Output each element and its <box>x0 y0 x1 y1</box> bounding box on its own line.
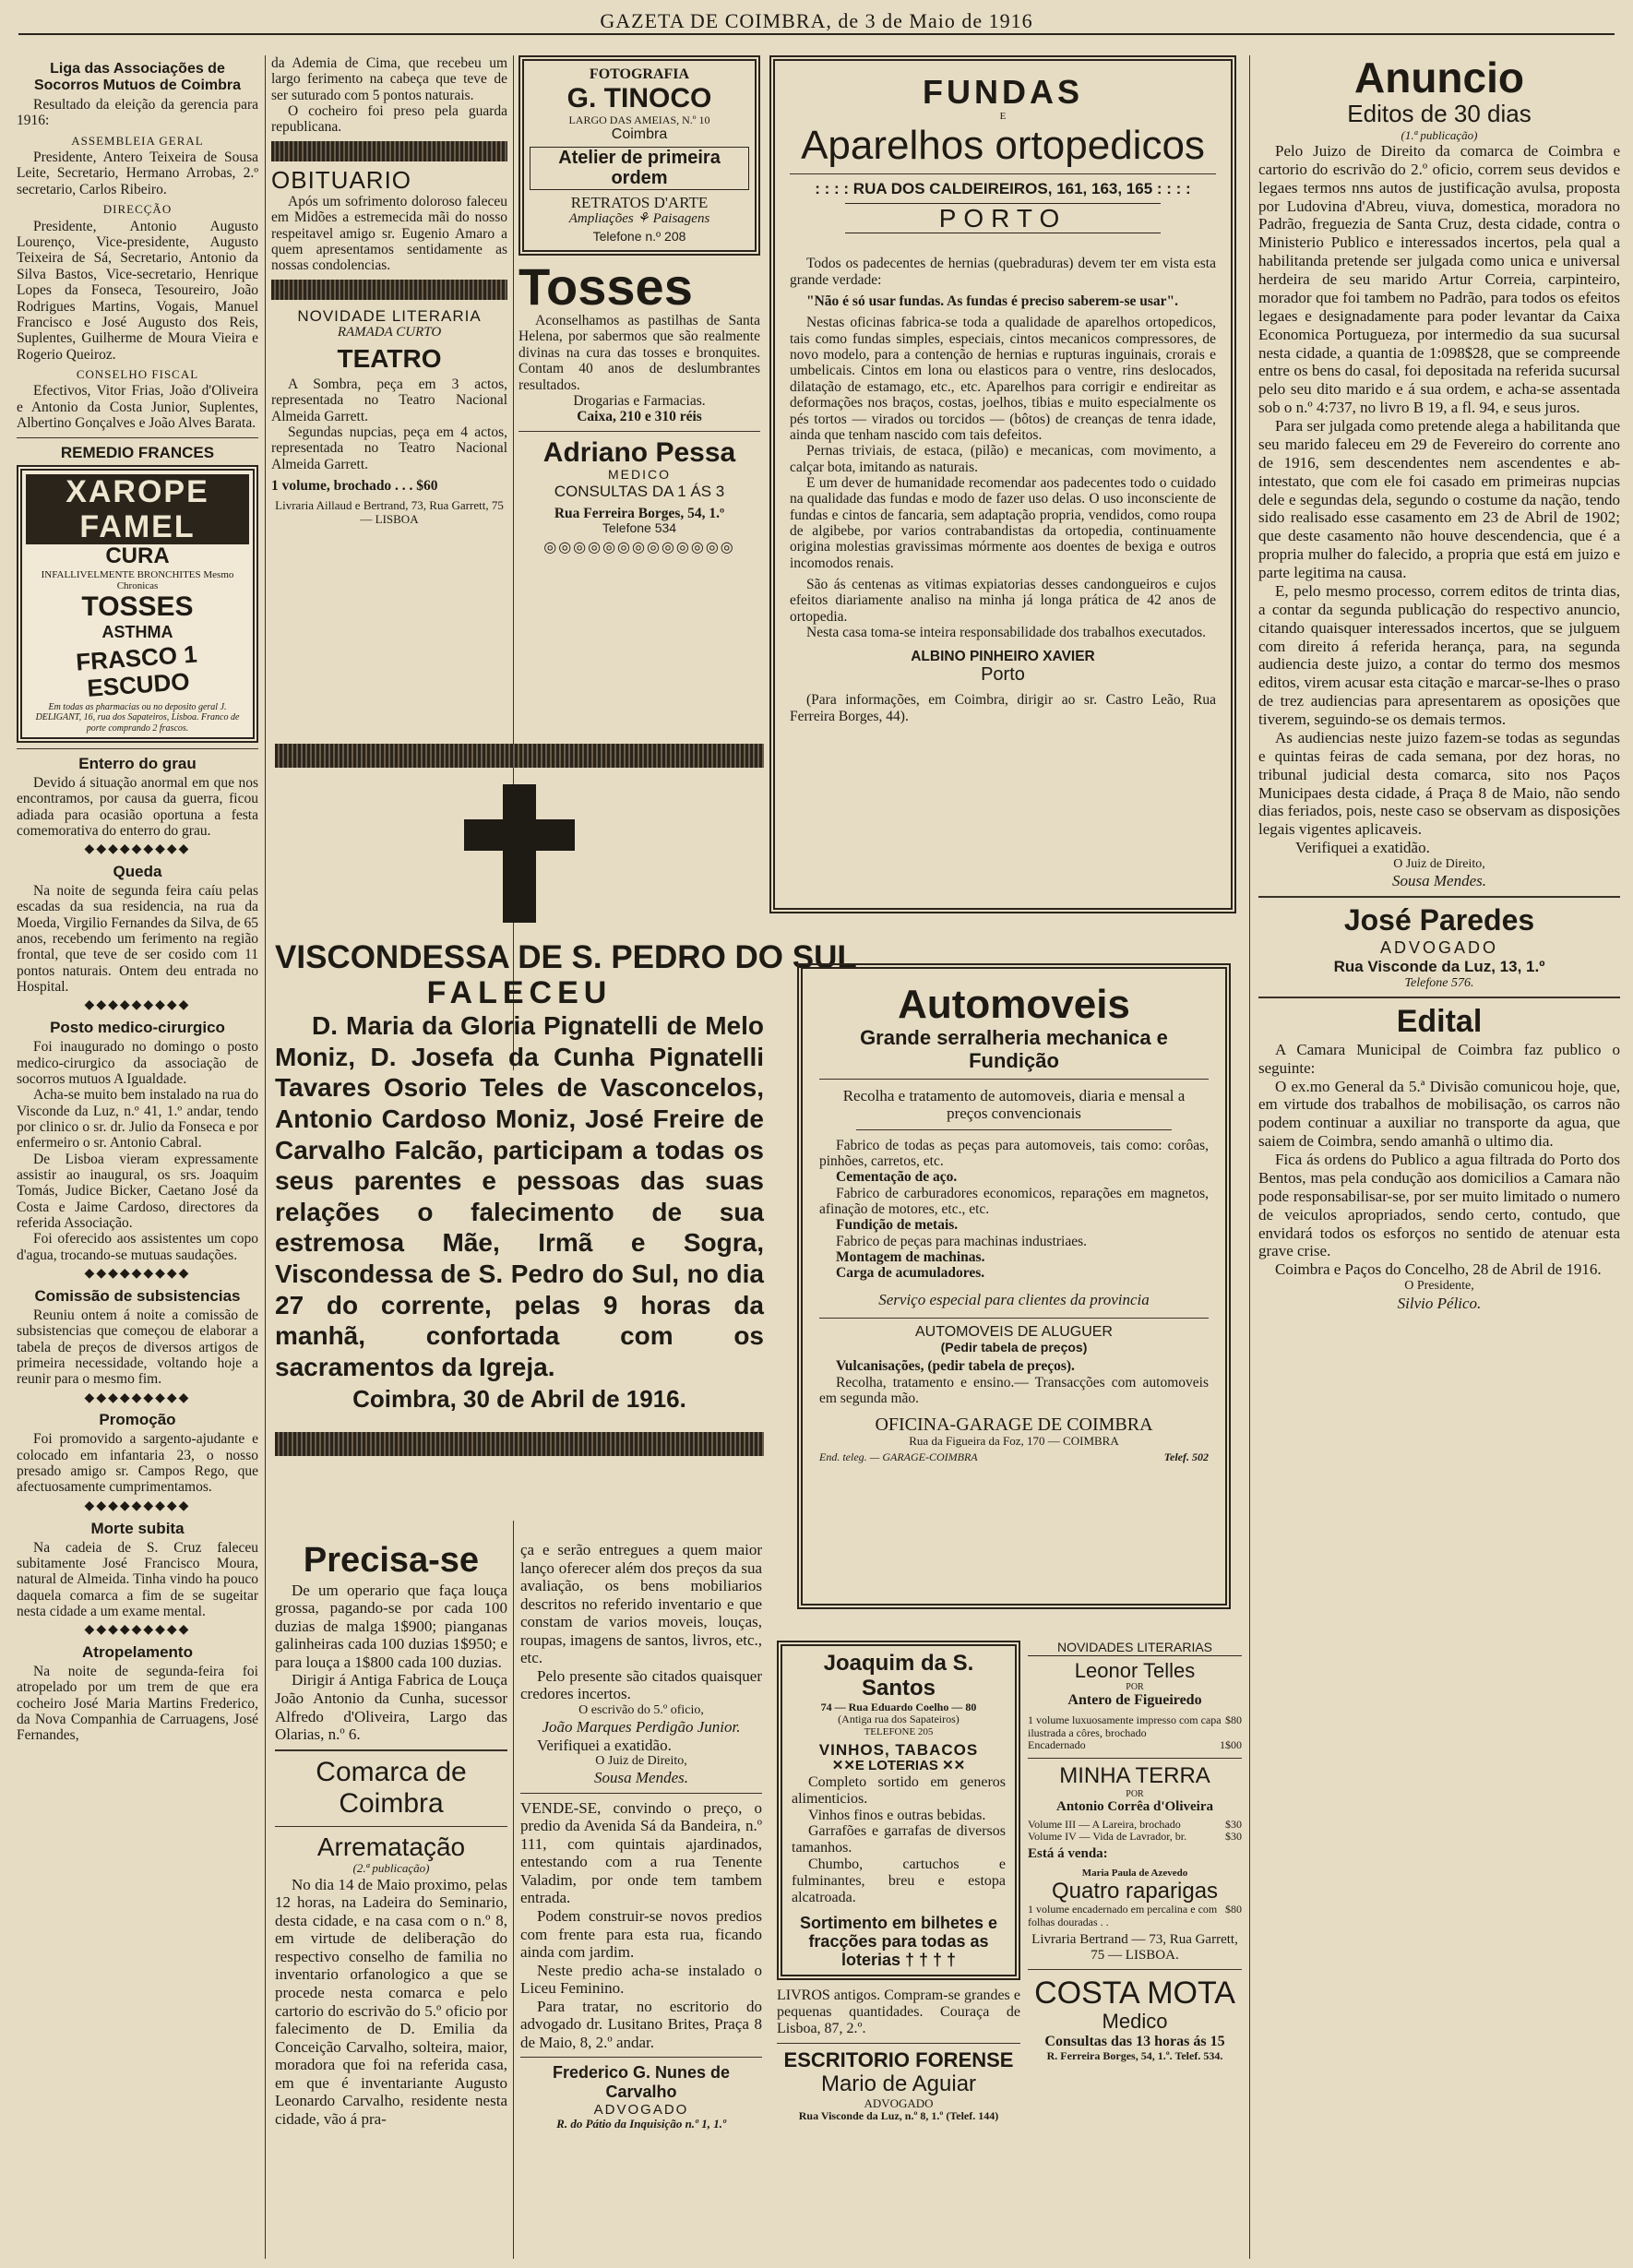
edital-p2: O ex.mo General da 5.ª Divisão comunicou hoje, que, em virtude dos trabalhos de mobilisação, os carros não podem continuar a auxiliar no transporte da agua, que saiem de Coimbra, sendo amanhã o ultimo dia. <box>1258 1077 1620 1151</box>
costa-addr: R. Ferreira Borges, 54, 1.º. Telef. 534. <box>1046 2048 1223 2062</box>
divider <box>520 2057 762 2058</box>
fundas-addr: : : : : RUA DOS CALDEIREIROS, 161, 163, 165 : : : : <box>815 179 1191 197</box>
comarca-cont-p1: ça e serão entregues a quem maior lanço oferecer além dos preços da sua avaliação, os bens mobiliarios descritos no referido inventario e que constam de varios moveis, louças, roupas, imagens de santos, livros, etc., etc. <box>520 1541 762 1667</box>
comarca-pub: (2.ª publicação) <box>352 1860 430 1875</box>
atropelamento-title: Atropelamento <box>82 1643 193 1662</box>
teatro-price: 1 volume, brochado . . . $60 <box>271 478 438 495</box>
teatro-foot: Livraria Aillaud e Bertrand, 73, Rua Garrett, 75 — LISBOA <box>275 498 504 526</box>
comarca-escrivao-name: João Marques Perdigão Junior. <box>542 1718 741 1737</box>
ornament: ◆◆◆◆◆◆◆◆◆ <box>84 842 191 857</box>
fundas-p6: São ás centenas as vitimas expiatorias desses candongueiros e cujos efeitos diariamente analiso na minha já longa prática de 42 anos de ortopedia. <box>790 577 1216 625</box>
automoveis-l5: Fabrico de peças para machinas industriaes. <box>836 1233 1088 1249</box>
ornamental-bar <box>271 280 507 300</box>
minha-terra-title: MINHA TERRA <box>1059 1762 1210 1788</box>
joaquim-name: Joaquim da S. Santos <box>823 1651 974 1701</box>
fundas-city: Porto <box>981 663 1025 685</box>
conselho-heading: CONSELHO FISCAL <box>76 366 199 381</box>
automoveis-title: Automoveis <box>898 982 1130 1027</box>
joaquim-addr: 74 — Rua Eduardo Coelho — 80 <box>820 1700 977 1713</box>
anuncio-p1: Pelo Juizo de Direito da comarca de Coimbra e cartorio do escrivão do 2.º oficio, correm seus devidos e legaes termos nns autos de justificação avulsa, proposta por Ludovina d'Abreu, viuva, domestica, moradora no Padrão, freguezia de Santa Cruz, desta cidade, contra o Ministerio Publico e interessados incertos, pela qual a habilitanda pretende ser julgada como unica e universal herdeira de seu marido Artur Correia, carpinteiro, morador que foi tambem no Padrão, para todos os efeitos legaes e designadamente para poder levantar da Caixa Economica Portugueza, por intermedio da sua sucursal nesta cidade, a quantia de 1:098$28, que se compreende entre os bens do casal, foi depositada na referida sucursal pelo seu dito marido e á sua ordem, e acha-se assentada sob o n.º 4:737, no livro B 19, a fl. 94, e seus juros. <box>1258 141 1620 417</box>
viscondessa-title: VISCONDESSA DE S. PEDRO DO SUL <box>275 939 857 975</box>
adriano-medico: MEDICO <box>608 467 671 483</box>
por-label: POR <box>1126 1682 1144 1693</box>
automoveis-tel: Telef. 502 <box>1163 1450 1209 1464</box>
edital-p4: Coimbra e Paços do Concelho, 28 de Abril de 1916. <box>1275 1260 1602 1279</box>
divider <box>777 2043 1020 2044</box>
anuncio-juiz-name: Sousa Mendes. <box>1392 872 1486 890</box>
assembleia-text: Presidente, Antero Teixeira de Sousa Leite, Secretario, Hermano Arrobas, 2.º secretario, Carlos Ribeiro. <box>17 149 258 197</box>
comarca-escrivao: O escrivão do 5.º oficio, <box>578 1702 704 1717</box>
edital-p1: A Camara Municipal de Coimbra faz publico o seguinte: <box>1258 1040 1620 1077</box>
liga-title: Liga das Associações de Socorros Mutuos de Coimbra <box>33 61 242 93</box>
tinoco-city: Coimbra <box>611 125 668 142</box>
automoveis-l7: Carga de acumuladores. <box>836 1265 985 1282</box>
comarca-p1: No dia 14 de Maio proximo, pelas 12 horas, na Ladeira do Seminario, desta cidade, e na casa com o n.º 8, em virtude de deliberação do respectivo conselho de familia no inventario orfanologico a que se procede nesta comarca e pelo cartorio do escrivão do 5.º oficio por falecimento de D. Emilia da Conceição Carvalho, solteira, maior, moradora que foi na referida casa, em que é inventariante Augusto Leonardo Carvalho, residente nesta cidade, vão á pra- <box>275 1875 507 2128</box>
obituario-text: Após um sofrimento doloroso faleceu em Midões a estremecida mãi do nosso respeitavel amigo sr. Eugenio Amaro a quem apresentamos sentidamente as nossas condolencias. <box>271 193 507 274</box>
automoveis-oficina-addr: Rua da Figueira da Foz, 170 — COIMBRA <box>909 1433 1119 1448</box>
xarope-foot: Em todas as pharmacias ou no deposito geral J. DELIGANT, 16, rua dos Sapateiros, Lisboa. Franco de porte comprando 2 frascos. <box>35 702 240 734</box>
tinoco-ad <box>519 55 760 256</box>
joaquim-vinhos: VINHOS, TABACOS <box>818 1740 979 1759</box>
escritorio-title: ESCRITORIO FORENSE <box>783 2048 1014 2072</box>
vol3: Volume III — A Lareira, brochado <box>1028 1817 1181 1831</box>
divider <box>520 1793 762 1794</box>
vol3-row <box>1028 1819 1242 1831</box>
adriano-addr: Rua Ferreira Borges, 54, 1.º <box>554 505 725 521</box>
comarca-arrem: Arrematação <box>316 1832 466 1861</box>
quatro-vol: 1 volume encadernado em percalina e com folhas douradas . . <box>1028 1903 1218 1928</box>
fundas-p2: "Não é só usar fundas. As fundas é preciso saberem-se usar". <box>806 293 1179 309</box>
automoveis-ad <box>797 963 1231 1609</box>
fundas-sign: ALBINO PINHEIRO XAVIER <box>911 648 1095 664</box>
fundas-title: FUNDAS <box>923 73 1083 111</box>
automoveis-oficina: OFICINA-GARAGE DE COIMBRA <box>875 1414 1153 1435</box>
escritorio-name: Mario de Aguiar <box>820 2071 977 2096</box>
automoveis-l1: Fabrico de todas as peças para automoveis, tais como: corôas, pinhões, carretos, etc. <box>819 1137 1209 1169</box>
foto-label: FOTOGRAFIA <box>589 66 690 82</box>
paredes-role: ADVOGADO <box>1379 937 1499 957</box>
fundas-info: (Para informações, em Coimbra, dirigir ao sr. Castro Leão, Rua Ferreira Borges, 44). <box>790 692 1216 724</box>
column-1 <box>17 55 258 1744</box>
tosses-text: Aconselhamos as pastilhas de Santa Helena, por sabermos que são realmente divinas na cura das tosses e bronquites. Contam 40 anos de deslumbrantes resultados. <box>519 313 760 393</box>
tinoco-addr: LARGO DAS AMEIAS, N.º 10 <box>568 113 710 126</box>
automoveis-subtitle: Grande serralheria mechanica e Fundição <box>860 1026 1168 1072</box>
tinoco-name: G. TINOCO <box>566 82 712 113</box>
vol3-price: $30 <box>1225 1817 1242 1831</box>
column-3 <box>519 55 760 560</box>
automoveis-vulc: Vulcanisações, (pedir tabela de preços). <box>836 1358 1075 1375</box>
promocao-title: Promoção <box>99 1411 176 1429</box>
divider <box>17 437 258 438</box>
novidades-ad <box>1028 1641 1242 2062</box>
retratos: RETRATOS D'ARTE <box>570 193 709 211</box>
posto-text-2: Acha-se muito bem instalado na rua do Visconde da Luz, n.º 41, 1.º andar, tendo por clinico o sr. dr. Julio da Fonseca e por enfermeiro o sr. Antonio Cabral. <box>17 1087 258 1152</box>
divider <box>1258 896 1620 898</box>
vende-text: VENDE-SE, convindo o preço, o predio da Avenida Sá da Bandeira, n.º 111, com quintais ajardinados, entestando com a rua Tenente Valadim, por onde tem tambem entrada. <box>520 1798 762 1907</box>
paredes-addr: Rua Visconde da Luz, 13, 1.º <box>1333 957 1545 975</box>
divider <box>790 173 1216 174</box>
comarca-cont-column <box>520 1541 762 2131</box>
fundas-box <box>769 55 1236 913</box>
escritorio-addr: Rua Visconde da Luz, n.º 8, 1.º (Telef. 144) <box>798 2109 999 2123</box>
morte-title: Morte subita <box>90 1519 185 1537</box>
livros-text: LIVROS antigos. Compram-se grandes e pequenas quantidades. Couraça de Lisboa, 87, 2.º. <box>777 1987 1020 2037</box>
precisa-title: Precisa-se <box>303 1541 480 1580</box>
enterro-text: Devido á situação anormal em que nos encontramos, por causa da guerra, ficou adiada para ocasião oportuna a festa comemorativa do enterro do grau. <box>17 774 258 839</box>
column-rule <box>265 55 266 2259</box>
joaquim-box <box>777 1641 1020 1980</box>
teatro-a: A Sombra, peça em 3 actos, representada no Teatro Nacional Almeida Garrett. <box>271 376 507 424</box>
leonor-enc: Encadernado <box>1028 1738 1086 1752</box>
promocao-text: Foi promovido a sargento-ajudante e colocado em infantaria 23, o nosso presado amigo sr. Campos Rego, que afectuosamente cumprimentamos. <box>17 1431 258 1496</box>
queda-text: Na noite de segunda feira caíu pelas escadas da sua residencia, na rua da Moeda, Virgilio Fernandes da Silva, de 65 anos, recebendo um ferimento na região frontal, que teve de ser cosido com 11 pontos naturais. Ontem deu entrada no Hospital. <box>17 882 258 996</box>
livraria: Livraria Bertrand — 73, Rua Garrett, 75 — LISBOA. <box>1031 1932 1238 1964</box>
comarca-juiz-name: Sousa Mendes. <box>594 1769 688 1787</box>
ornament: ◆◆◆◆◆◆◆◆◆ <box>84 998 191 1013</box>
ornament: ◎◎◎◎◎◎◎◎◎◎◎◎◎ <box>543 539 735 555</box>
divider <box>1028 1758 1242 1759</box>
automoveis-l4: Fundição de metais. <box>836 1217 959 1234</box>
drogarias: Drogarias e Farmacias. <box>573 392 706 409</box>
xarope-tosses: TOSSES <box>81 591 194 623</box>
atropelamento-cont: da Ademia de Cima, que recebeu um largo ferimento na cabeça que teve de ser suturado com 5 pontos naturais. <box>271 55 507 103</box>
ornamental-bar <box>275 744 764 768</box>
viscondessa-date: Coimbra, 30 de Abril de 1916. <box>352 1385 686 1414</box>
frederico-role: ADVOGADO <box>593 2101 689 2118</box>
posto-text-3: De Lisboa vieram expressamente assistir ao inaugural, os srs. Joaquim Tomás, Judice Bicker, Caetano José da Costa e Jaime Cardoso, directores da referida Associação. <box>17 1151 258 1232</box>
joaquim-sortimento: Sortimento em bilhetes e fracções para todas as loterias † † † † <box>799 1914 998 1970</box>
leonor-vol: 1 volume luxuosamente impresso com capa ilustrada a côres, brochado <box>1028 1713 1222 1739</box>
morte-text: Na cadeia de S. Cruz faleceu subitamente José Francisco Moura, natural de Almeida. Tinha vindo ha pouco daquela comarca a fim de se sugeitar nesta cidade a um exame mental. <box>17 1539 258 1619</box>
remedio-heading: REMEDIO FRANCES <box>60 443 215 461</box>
ornamental-bar <box>271 141 507 161</box>
divider <box>819 1318 1209 1319</box>
anuncio-juiz: O Juiz de Direito, <box>1393 857 1485 872</box>
vol4-price: $30 <box>1225 1830 1242 1843</box>
queda-title: Queda <box>113 862 162 880</box>
caixa: Caixa, 210 e 310 réis <box>577 409 702 425</box>
masthead <box>0 0 1633 46</box>
antero-name: Antero de Figueiredo <box>1067 1692 1202 1709</box>
posto-text-4: Foi oferecido aos assistentes um copo d'agua, trocando-se mutuas saudações. <box>17 1231 258 1263</box>
automoveis-l6: Montagem de machinas. <box>836 1249 985 1266</box>
comarca-juiz: O Juiz de Direito, <box>595 1754 687 1769</box>
atropelamento-text: Na noite de segunda-feira foi atropelado por um trem de que era cocheiro José Maria Martins Frederico, da Nova Companhia de Carruagens, José Fernandes, <box>17 1664 258 1744</box>
anuncio-column <box>1258 55 1620 1312</box>
xarope-cura: CURA <box>105 543 170 568</box>
ornament: ◆◆◆◆◆◆◆◆◆ <box>84 1498 191 1513</box>
comissao-title: Comissão de subsistencias <box>34 1286 241 1305</box>
novidades-header: NOVIDADES LITERARIAS <box>1028 1641 1242 1656</box>
vende-text-2: Podem construir-se novos predios com frente para esta rua, ficando ainda com jardim. <box>520 1907 762 1962</box>
automoveis-aluguer: AUTOMOVEIS DE ALUGUER <box>915 1323 1113 1340</box>
comarca-cont-p2: Pelo presente são citados quaisquer credores incertos. <box>520 1666 762 1703</box>
edital-p3: Fica ás ordens do Publico a agua filtrada do Porto dos Bentos, mas pela condução aos domicilios a Camara não pode responsabilisar-se, por ser muito limitado o numero de veiculos apropriados, sendo certo, contudo, que envidará todos os esforços no sentido de atenuar esta grave crise. <box>1258 1151 1620 1260</box>
obituario-title: OBITUARIO <box>271 165 412 194</box>
joaquim-addr-2: (Antiga rua dos Sapateiros) <box>838 1713 960 1726</box>
anuncio-title: Anuncio <box>1354 54 1524 101</box>
atelier: Atelier de primeira ordem <box>530 147 749 190</box>
automoveis-servico: Serviço especial para clientes da provincia <box>878 1290 1150 1308</box>
adriano-name: Adriano Pessa <box>542 436 736 468</box>
fundas-p1: Todos os padecentes de hernias (quebraduras) devem ter em vista esta grande verdade: <box>790 256 1216 288</box>
tosses-title: Tosses <box>519 257 693 316</box>
liga-intro: Resultado da eleição da gerencia para 1916: <box>17 96 258 129</box>
cross-icon <box>464 784 575 923</box>
atropelamento-cont-2: O cocheiro foi preso pela guarda republicana. <box>271 103 507 136</box>
automoveis-intro: Recolha e tratamento de automoveis, diaria e mensal a preços convencionais <box>842 1086 1186 1122</box>
xarope-frasco: FRASCO 1 ESCUDO <box>75 639 198 702</box>
column-2 <box>271 55 507 527</box>
leonor-vol-price: $80 <box>1225 1713 1242 1727</box>
xarope-title: XAROPE FAMEL <box>26 474 249 544</box>
fundas-porto: PORTO <box>845 203 1161 233</box>
anuncio-pub: (1.ª publicação) <box>1401 127 1478 142</box>
divider <box>856 1129 1172 1130</box>
viscondessa-notice <box>275 738 857 1462</box>
divider <box>275 1749 507 1751</box>
automoveis-box <box>797 963 1231 1609</box>
precisa-p2: Dirigir á Antiga Fabrica de Louça João Antonio da Cunha, sucessor Alfredo d'Oliveira, Largo das Olarias, n.º 6. <box>275 1671 507 1744</box>
ramada-curto: RAMADA CURTO <box>337 324 442 340</box>
comarca-title: Comarca de Coimbra <box>316 1756 467 1820</box>
direccao-heading: DIRECÇÃO <box>102 202 173 217</box>
ornament: ◆◆◆◆◆◆◆◆◆ <box>84 1267 191 1282</box>
posto-text-1: Foi inaugurado no domingo o posto medico-cirurgico da associação de socorros mutuos A Igualdade. <box>17 1039 258 1087</box>
precisa-p1: De um operario que faça louça grossa, pagando-se por cada 100 duzias de malga 1$900; pianganas galinheiras cada 100 duzias 1$950; e para louça a 1$800 cada 100 duzias. <box>275 1581 507 1671</box>
ornament: ◆◆◆◆◆◆◆◆◆ <box>84 1391 191 1405</box>
leonor-title: Leonor Telles <box>1074 1658 1196 1682</box>
ornamental-bar <box>275 1432 764 1456</box>
masthead-date: de 3 de Maio de 1916 <box>838 9 1033 32</box>
comarca-verif: Verifiquei a exatidão. <box>537 1736 672 1754</box>
vol4-row <box>1028 1831 1242 1843</box>
novidade-heading: NOVIDADE LITERARIA <box>297 306 482 325</box>
posto-title: Posto medico-cirurgico <box>50 1019 225 1037</box>
fundas-p7: Nesta casa toma-se inteira responsabilidade dos trabalhos executados. <box>806 625 1206 641</box>
masthead-rule <box>18 33 1615 35</box>
escritorio-role: ADVOGADO <box>864 2095 934 2110</box>
viscondessa-faleceu: FALECEU <box>426 975 613 1011</box>
ornament: ◆◆◆◆◆◆◆◆◆ <box>84 1623 191 1638</box>
automoveis-l2: Cementação de aço. <box>836 1169 958 1186</box>
vende-text-3: Neste predio acha-se instalado o Liceu Feminino. <box>520 1961 762 1998</box>
divider <box>1028 1969 1242 1970</box>
fundas-e: E <box>999 111 1007 123</box>
fundas-ad <box>769 55 1236 913</box>
divider <box>17 748 258 749</box>
vende-text-4: Para tratar, no escritorio do advogado dr. Lusitano Brites, Praça 8 de Maio, 8, 2.º andar. <box>520 1997 762 2051</box>
xarope-ad <box>17 465 258 743</box>
maria-name: Maria Paula de Azevedo <box>1081 1868 1188 1880</box>
adriano-tel: Telefone 534 <box>602 520 677 536</box>
divider <box>1258 997 1620 998</box>
paredes-tel: Telefone 576. <box>1404 975 1474 990</box>
fundas-p4: Pernas triviais, de estaca, (pilão) e mecanicas, com movimento, a calçar bota, imitando as naturais. <box>790 443 1216 475</box>
column-rule <box>513 1521 514 2259</box>
column-rule <box>1249 55 1250 2259</box>
divider <box>819 1079 1209 1080</box>
ampliacoes: Ampliações ⚘ Paisagens <box>568 210 710 226</box>
fundas-p3: Nestas oficinas fabrica-se toda a qualidade de aparelhos ortopedicos, tais como fundas simples, especiais, cintos mecanicos compressores, de novo modelo, para a contenção de hernias e rupturas inguinais, crorais e umbelicais. Cintos em lona ou elasticos para o ventre, rins deslocados, dilatação de estamago, etc., etc. Aparelhos para corrigir e endireitar as deformações nos braços, costas, joelhos, tibias e muito especialmente os pés tortos — virados ou torcidos — (bôtos) de creanças de tenra idade, ainda que tenham nascido com tais defeitos. <box>790 315 1216 443</box>
anuncio-editos: Editos de 30 dias <box>1347 100 1532 128</box>
viscondessa-text: D. Maria da Gloria Pignatelli de Melo Moniz, D. Josefa da Cunha Pignatelli Tavares Osorio Teles de Vasconcelos, Antonio Cardoso Moniz, José Freire de Carvalho Falcão, participam a todas os seus parentes e pessoas das suas relações o falecimento de sua estremosa Mãe, Irmã e Sogra, Viscondessa de S. Pedro do Sul, no dia 27 do corrente, pelas 9 horas da manhã, confortada com os sacramentos da Igreja. <box>275 1011 764 1381</box>
conselho-text: Efectivos, Vitor Frias, João d'Oliveira e Antonio da Costa Junior, Suplentes, Albertino Gonçalves e João Alves Barata. <box>17 383 258 432</box>
automoveis-end: End. teleg. — GARAGE-COIMBRA <box>819 1450 978 1464</box>
xarope-cura-lines: INFALLIVELMENTE BRONCHITES Mesmo Chronicas <box>41 568 234 591</box>
costa-role: Medico <box>1102 2009 1168 2033</box>
leonor-enc-row <box>1028 1739 1242 1751</box>
vol4: Volume IV — Vida de Lavrador, br. <box>1028 1830 1187 1843</box>
joaquim-tel: TELEFONE 205 <box>864 1725 934 1737</box>
assembleia-heading: ASSEMBLEIA GERAL <box>71 133 204 148</box>
adriano-consultas: CONSULTAS DA 1 ÁS 3 <box>554 482 725 500</box>
quatro-title: Quatro raparigas <box>1051 1878 1219 1904</box>
antonio-name: Antonio Corrêa d'Oliveira <box>1056 1798 1213 1814</box>
venda-label: Está á venda: <box>1028 1846 1108 1862</box>
joaquim-loterias: ✕✕E LOTERIAS ✕✕ <box>831 1757 966 1773</box>
por-label-2: POR <box>1126 1788 1144 1799</box>
precisa-column <box>275 1541 507 2128</box>
enterro-title: Enterro do grau <box>78 754 197 772</box>
quatro-row <box>1028 1904 1242 1928</box>
divider <box>275 1826 507 1827</box>
masthead-title: GAZETA DE COIMBRA, <box>600 9 832 32</box>
direccao-text: Presidente, Antonio Augusto Lourenço, Vice-presidente, Augusto Teixeira de Sá, Secretario, Antonio da Silva Bastos, Vice-secretario, Henrique Lopes da Fonseca, Tesoureiro, João Rodrigues Martins, Vogais, Manuel Francisco e José Augusto dos Reis, Suplentes, Guilherme de Moura Vieira e Rogerio Queiroz. <box>17 218 258 363</box>
costa-hours: Consultas das 13 horas ás 15 <box>1044 2033 1225 2049</box>
edital-title: Edital <box>1396 1004 1483 1040</box>
frederico-name: Frederico G. Nunes de Carvalho <box>552 2063 731 2102</box>
joaquim-p3: Garrafões e garrafas de diversos tamanhos. <box>792 1823 1006 1856</box>
quatro-price: $80 <box>1225 1903 1242 1916</box>
anuncio-p3: E, pelo mesmo processo, correm editos de trinta dias, a contar da segunda publicação do respectivo anuncio, citando quaisquer interessados incertos, que se julguem com direito á referida herança, para, na segunda audiencia deste juizo, a contar do termo dos mesmos editos, virem acusar esta citação e marcar-se-lhes o praso de trez audiencias para apresentarem as oposições que tiverem, seguindo-se os demais termos. <box>1258 581 1620 729</box>
joaquim-ad <box>777 1641 1020 2123</box>
automoveis-recolha: Recolha, tratamento e ensino.— Transacções com automoveis em segunda mão. <box>819 1374 1209 1407</box>
edital-sign-name: Silvio Pélico. <box>1397 1294 1482 1312</box>
costa-name: COSTA MOTA <box>1034 1975 1235 2011</box>
joaquim-p2: Vinhos finos e outras bebidas. <box>808 1807 986 1823</box>
frederico-addr: R. do Pátio da Inquisição n.º 1, 1.º <box>556 2117 726 2131</box>
anuncio-p4: As audiencias neste juizo fazem-se todas as segundas e quintas feiras de cada semana, por dez horas, no tribunal judicial desta comarca, sito nos Paços Municipaes desta cidade, á Praça 8 de Maio, não sendo dias feriados, pois, neste caso se observam as disposições legais vigentes aplicaveis. <box>1258 728 1620 839</box>
edital-sign: O Presidente, <box>1404 1279 1474 1294</box>
leonor-vol-row <box>1028 1714 1242 1739</box>
leonor-enc-price: 1$00 <box>1220 1738 1242 1752</box>
automoveis-foot <box>819 1451 1209 1463</box>
joaquim-p1: Completo sortido em generos alimenticios. <box>792 1773 1006 1807</box>
teatro-title: TEATRO <box>337 343 442 373</box>
tinoco-telefone: Telefone n.º 208 <box>592 229 686 245</box>
teatro-b: Segundas nupcias, peça em 4 actos, representada no Teatro Nacional Almeida Garrett. <box>271 424 507 472</box>
automoveis-aluguer-sub: (Pedir tabela de preços) <box>940 1339 1088 1355</box>
divider <box>519 431 760 432</box>
automoveis-l3: Fabrico de carburadores economicos, reparações em magnetos, afinação de motores, etc., etc. <box>819 1185 1209 1218</box>
anuncio-p2: Para ser julgada como pretende alega a habilitanda que seu marido faleceu em 29 de Fevereiro do corrente ano de 1916, sem descendentes nem ascendentes e ab-intestato, que com ele foi casado em primeiras nupcias dele e segundas dela, segundo o costume da nação, tendo sido realisado esse casamento em 23 de Abril de 1902; que deste casamento não houve descendencia, que é a propria mulher do falecido, a propria que está em juizo e parte legitima na causa. <box>1258 417 1620 582</box>
xarope-asthma: ASTHMA <box>101 622 173 641</box>
anuncio-p5: Verifiquei a exatidão. <box>1295 839 1430 857</box>
fundas-p5: E um dever de humanidade recomendar aos padecentes todo o cuidado na qualidade das fundas e modo de fazer uso delas. O uso inconsciente de fundas e cintos de fancaria, sem adaptação propria, vendidos, como roupa de algibebe, por varios contrabandistas da ortopedia, continuamente origina molestias gravissimas mórmente aos doentes de bexiga e outros incomodos renais. <box>790 474 1216 571</box>
paredes-name: José Paredes <box>1343 903 1535 937</box>
fundas-subtitle: Aparelhos ortopedicos <box>801 122 1205 168</box>
comissao-text: Reuniu ontem á noite a comissão de subsistencias que começou de elaborar a tabela de preços de diversos artigos de primeira necessidade, voltando hoje a reunir para o mesmo fim. <box>17 1307 258 1388</box>
joaquim-p4: Chumbo, cartuchos e fulminantes, breu e estopa alcatroada. <box>792 1856 1006 1906</box>
